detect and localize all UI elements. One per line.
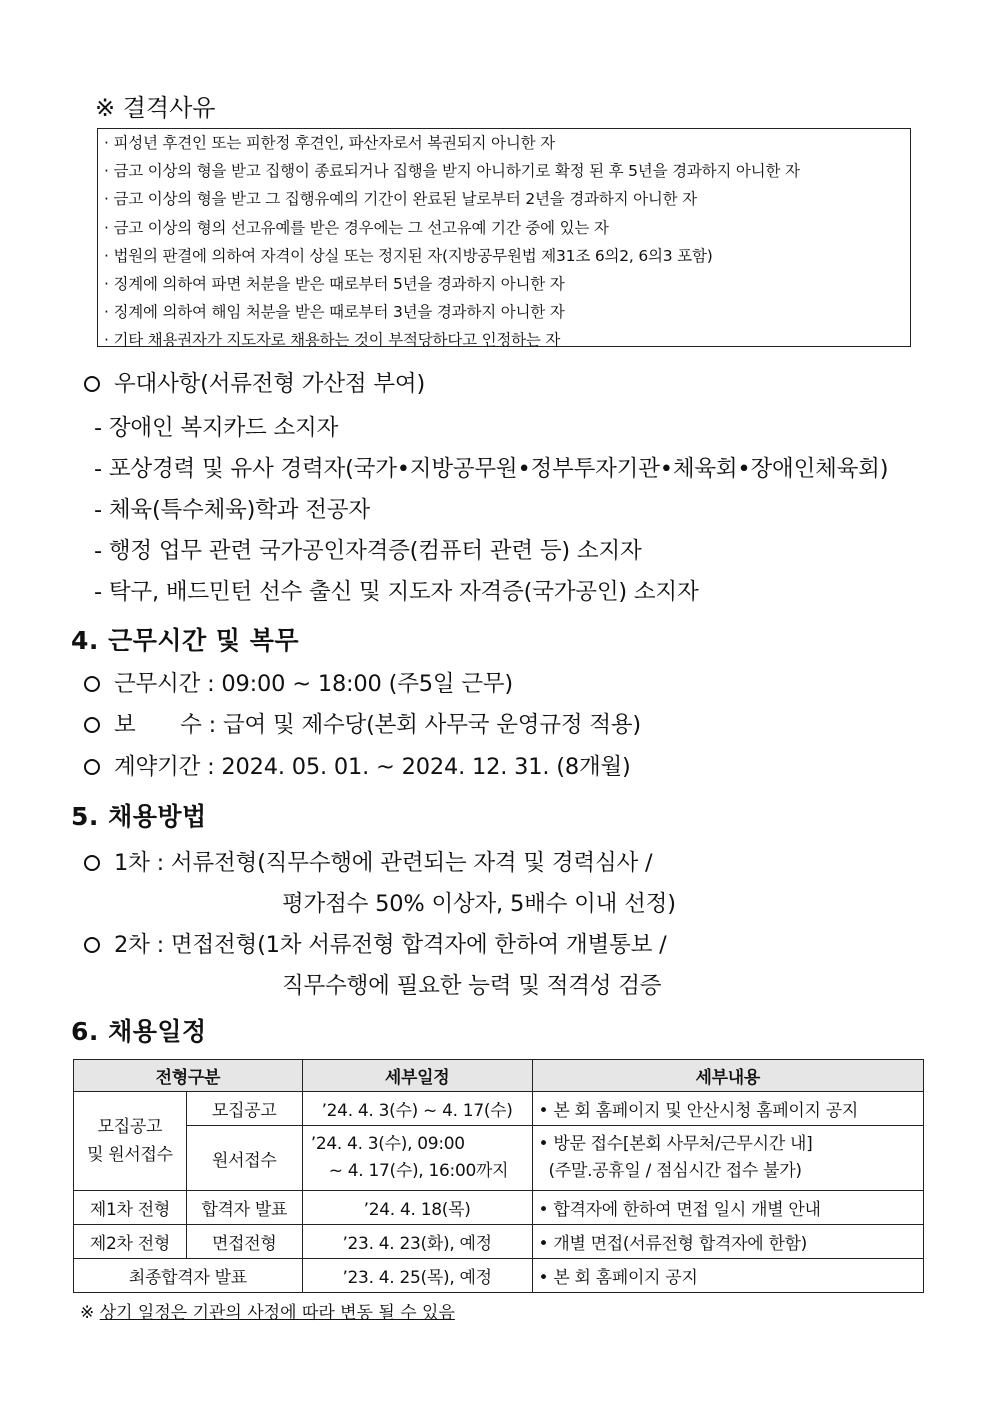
second-round-continuation: 직무수행에 필요한 능력 및 적격성 검증 <box>282 973 662 999</box>
section4-item <box>84 707 641 739</box>
preference-item: - 탁구, 배드민턴 선수 출신 및 지도자 자격증(국가공인) 소지자 <box>94 579 699 605</box>
table-row <box>74 1259 924 1293</box>
salary-text: 보 수 : 급여 및 제수당(본회 사무국 운영규정 적용) <box>114 712 641 738</box>
date-line: ~ 4. 17(수), 16:00까지 <box>328 1161 509 1181</box>
circle-bullet-icon <box>84 759 100 775</box>
disqualification-box <box>97 128 911 350</box>
circle-bullet-icon <box>84 937 100 953</box>
circle-bullet-icon <box>84 855 100 871</box>
section4-item <box>84 749 631 781</box>
date-cell: ’24. 4. 3(수) ~ 4. 17(수) <box>302 1092 532 1126</box>
detail-line: (주말.공휴일 / 점심시간 접수 불가) <box>548 1161 802 1181</box>
schedule-note <box>80 1298 455 1323</box>
circle-bullet-icon <box>84 676 100 692</box>
stage-cell: 모집공고 및 원서접수 <box>74 1092 187 1191</box>
table-header: 전형구분 <box>74 1060 303 1092</box>
detail-line: • 방문 접수[본회 사무처/근무시간 내] <box>538 1134 813 1154</box>
disqualification-item: · 법원의 판결에 의하여 자격이 상실 또는 정지된 자(지방공무원법 제31조 6의2, 6의3 포함) <box>104 246 713 265</box>
disqualification-item: · 징계에 의하여 해임 처분을 받은 때로부터 3년을 경과하지 아니한 자 <box>104 303 565 322</box>
section5-item <box>84 927 666 959</box>
second-round-text: 2차 : 면접전형(1차 서류전형 합격자에 한하여 개별통보 / <box>114 932 667 958</box>
date-cell: ’23. 4. 25(목), 예정 <box>302 1259 532 1293</box>
preference-item: - 행정 업무 관련 국가공인자격증(컴퓨터 관련 등) 소지자 <box>94 538 642 564</box>
sub-stage-cell: 모집공고 <box>186 1092 302 1126</box>
table-row <box>74 1225 924 1259</box>
stage-cell: 제1차 전형 <box>74 1191 187 1225</box>
circle-bullet-icon <box>84 717 100 733</box>
first-round-continuation: 평가점수 50% 이상자, 5배수 이내 선정) <box>282 891 676 917</box>
sub-stage-cell: 합격자 발표 <box>186 1191 302 1225</box>
sub-stage-cell: 면접전형 <box>186 1225 302 1259</box>
section5-heading: 5. 채용방법 <box>71 802 207 831</box>
first-round-text: 1차 : 서류전형(직무수행에 관련되는 자격 및 경력심사 / <box>114 850 653 876</box>
date-line: ’24. 4. 3(수), 09:00 <box>310 1134 465 1154</box>
detail-cell: • 개별 면접(서류전형 합격자에 한함) <box>532 1225 924 1259</box>
contract-period-text: 계약기간 : 2024. 05. 01. ~ 2024. 12. 31. (8개월) <box>114 754 631 780</box>
table-row <box>74 1191 924 1225</box>
note-text: 상기 일정은 기관의 사정에 따라 변동 될 수 있음 <box>99 1303 455 1323</box>
disqualification-item: · 기타 채용권자가 지도자로 채용하는 것이 부적당하다고 인정하는 자 <box>104 331 561 350</box>
detail-cell <box>532 1126 924 1191</box>
table-header-row <box>74 1060 924 1092</box>
stage-cell: 최종합격자 발표 <box>74 1259 303 1293</box>
sub-stage-cell: 원서접수 <box>186 1126 302 1191</box>
note-mark: ※ <box>80 1303 100 1323</box>
preference-title: 우대사항(서류전형 가산점 부여) <box>114 371 426 397</box>
disqualification-item: · 금고 이상의 형을 받고 집행이 종료되거나 집행을 받지 아니하기로 확정 된 후 5년을 경과하지 아니한 자 <box>104 162 800 181</box>
section4-item <box>84 666 513 698</box>
table-header: 세부일정 <box>302 1060 532 1092</box>
preference-item: - 체육(특수체육)학과 전공자 <box>94 497 370 523</box>
stage-cell: 제2차 전형 <box>74 1225 187 1259</box>
table-header: 세부내용 <box>532 1060 924 1092</box>
detail-cell: • 본 회 홈페이지 및 안산시청 홈페이지 공지 <box>532 1092 924 1126</box>
disqualification-title: ※ 결격사유 <box>95 94 216 122</box>
schedule-table <box>73 1059 924 1293</box>
section5-item <box>84 845 652 877</box>
date-cell: ’24. 4. 18(목) <box>302 1191 532 1225</box>
table-row <box>74 1126 924 1191</box>
disqualification-item: · 금고 이상의 형을 받고 그 집행유예의 기간이 완료된 날로부터 2년을 경과하지 아니한 자 <box>104 190 697 209</box>
date-cell: ’23. 4. 23(화), 예정 <box>302 1225 532 1259</box>
detail-cell: • 합격자에 한하여 면접 일시 개별 안내 <box>532 1191 924 1225</box>
disqualification-item: · 금고 이상의 형의 선고유예를 받은 경우에는 그 선고유예 기간 중에 있는 자 <box>104 218 609 237</box>
section4-heading: 4. 근무시간 및 복무 <box>71 626 300 655</box>
preference-item: - 포상경력 및 유사 경력자(국가•지방공무원•정부투자기관•체육회•장애인체육회) <box>94 456 889 482</box>
detail-cell: • 본 회 홈페이지 공지 <box>532 1259 924 1293</box>
preference-item: - 장애인 복지카드 소지자 <box>94 415 339 441</box>
disqualification-item: · 피성년 후견인 또는 피한정 후견인, 파산자로서 복권되지 아니한 자 <box>104 134 555 152</box>
section6-heading: 6. 채용일정 <box>71 1017 207 1046</box>
disqualification-item: · 징계에 의하여 파면 처분을 받은 때로부터 5년을 경과하지 아니한 자 <box>104 274 565 293</box>
work-hours-text: 근무시간 : 09:00 ~ 18:00 (주5일 근무) <box>114 671 513 697</box>
circle-bullet-icon <box>84 376 100 392</box>
preference-title-row <box>84 366 425 398</box>
table-row <box>74 1092 924 1126</box>
date-cell <box>302 1126 532 1191</box>
